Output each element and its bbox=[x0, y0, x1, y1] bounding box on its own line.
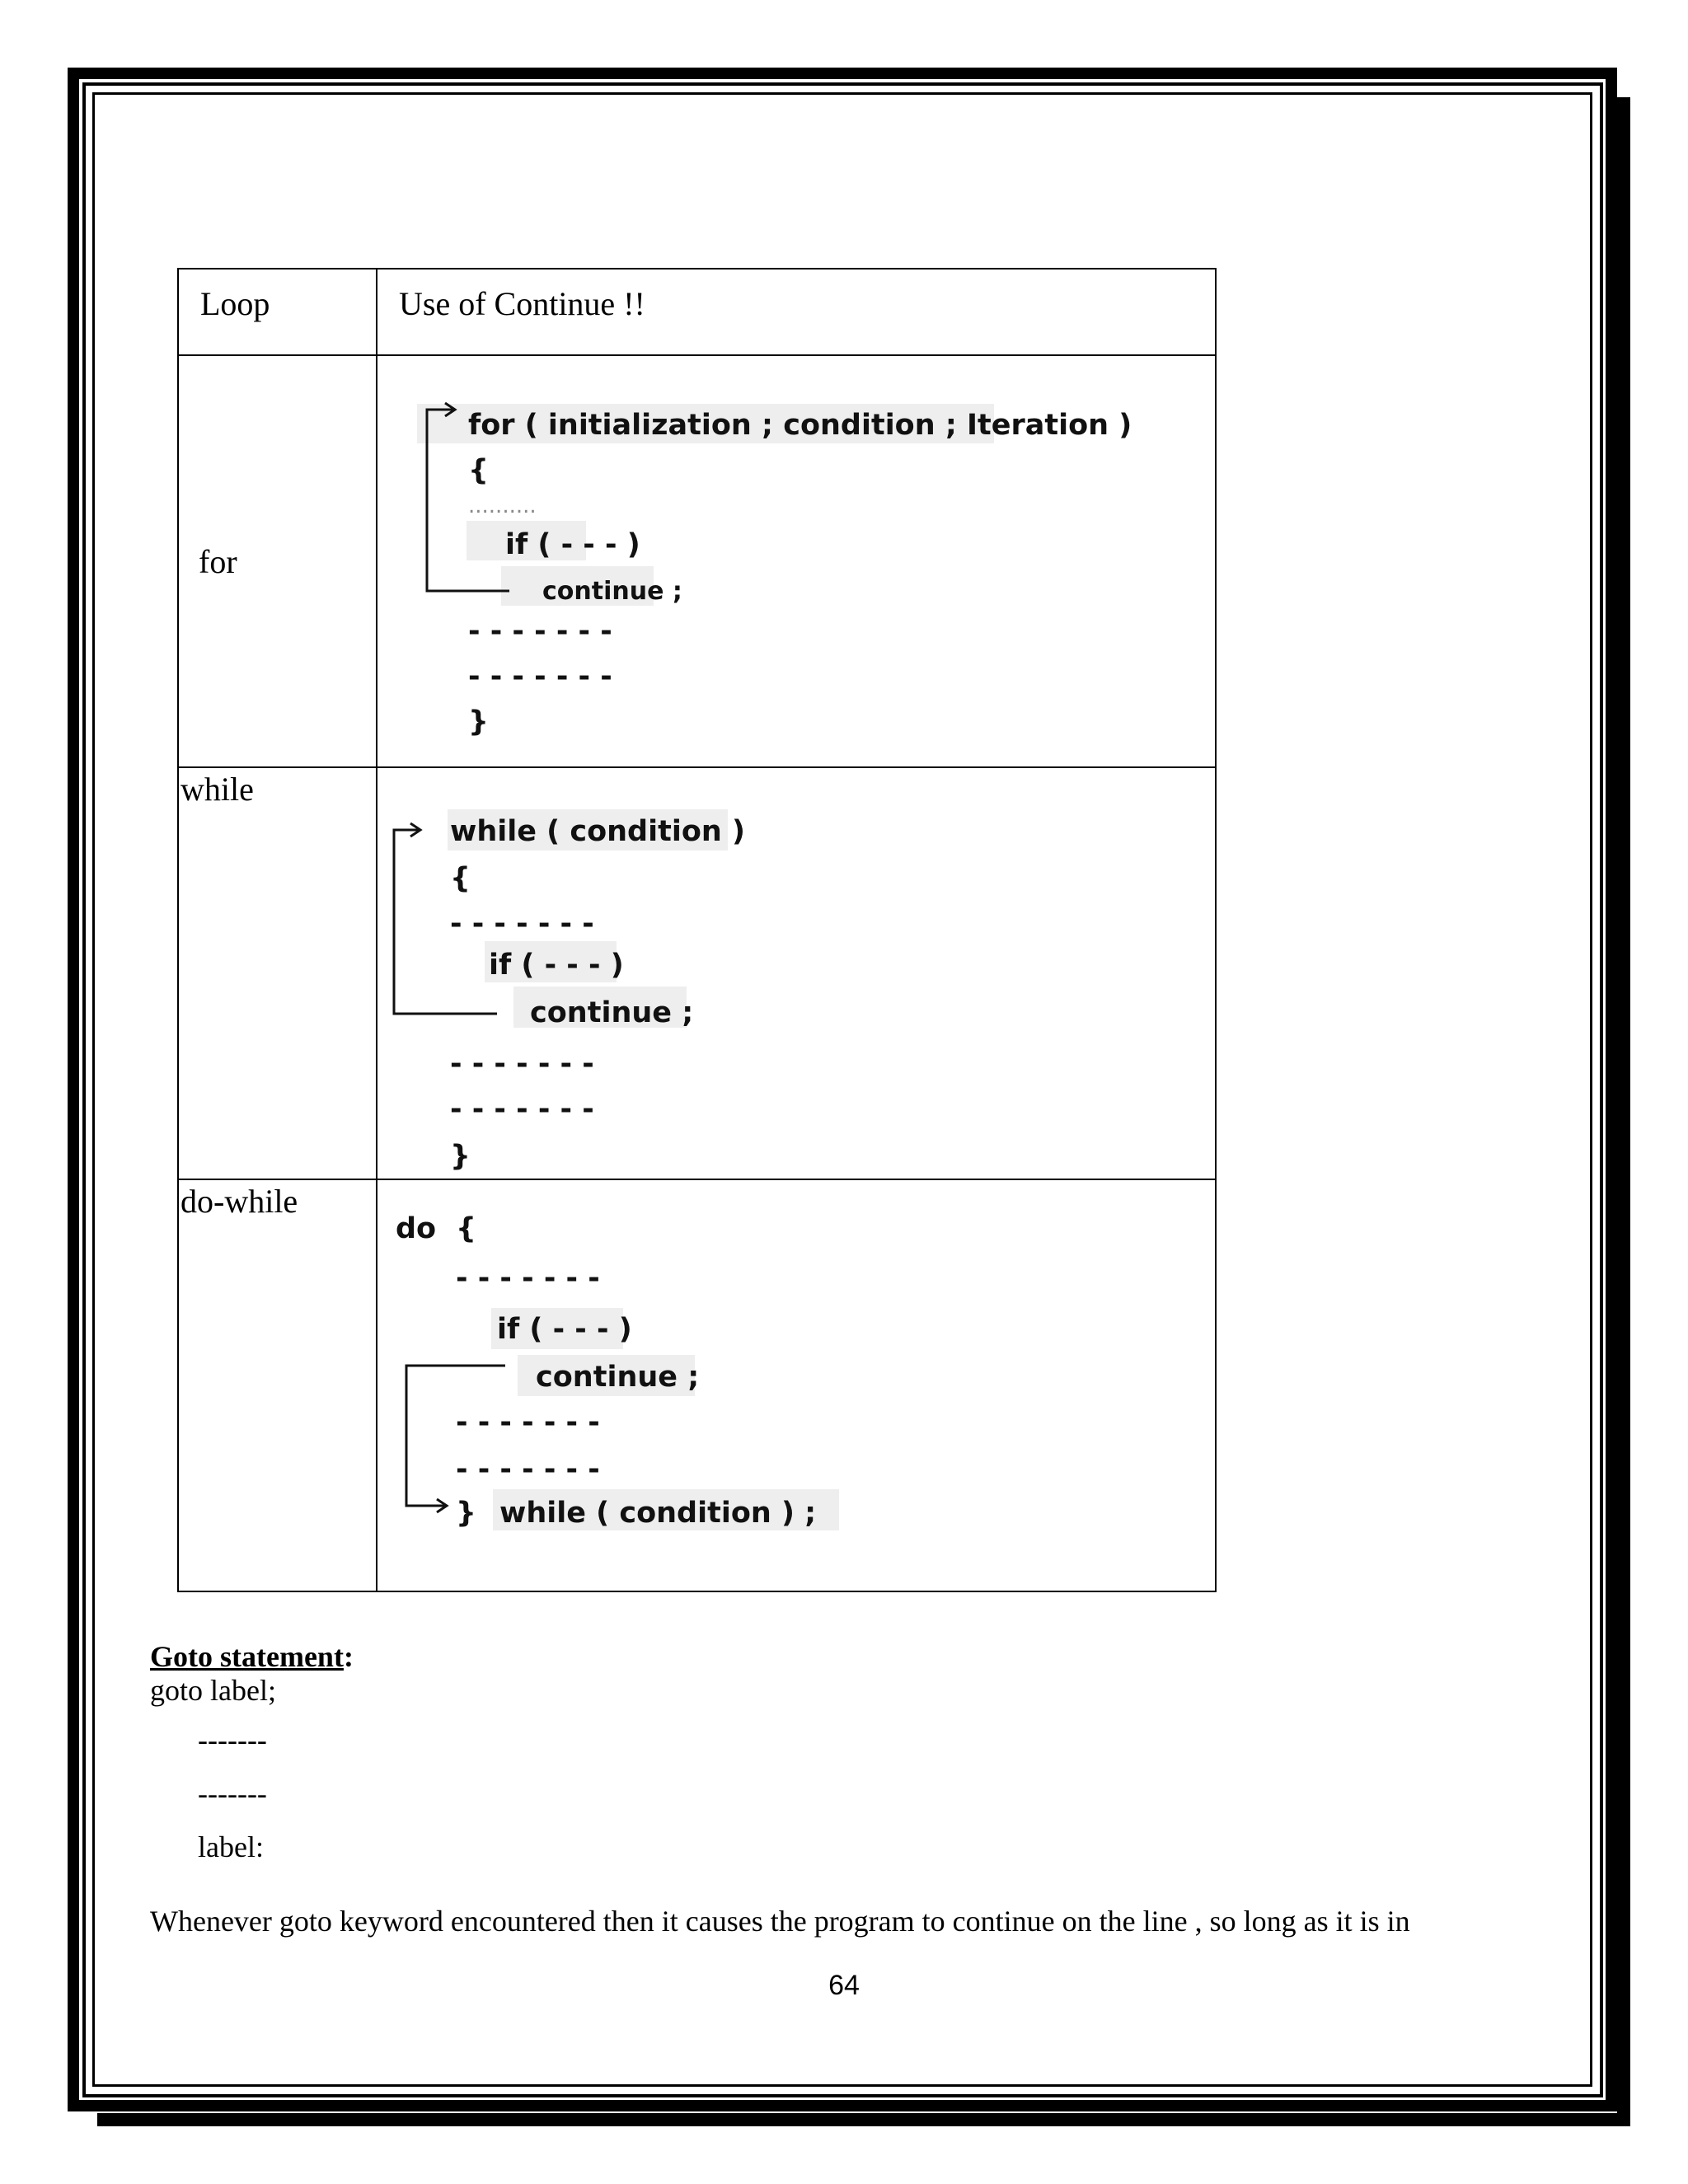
code-line: .......... bbox=[468, 494, 537, 518]
goto-placeholder-line: ------- bbox=[198, 1723, 267, 1756]
code-cell-do-while bbox=[377, 1179, 1216, 1591]
goto-heading: Goto statement bbox=[150, 1640, 344, 1673]
code-line: - - - - - - - bbox=[456, 1262, 600, 1295]
code-line: } bbox=[450, 1140, 471, 1173]
header-use-of-continue: Use of Continue !! bbox=[377, 269, 1216, 355]
for-continue-diagram bbox=[377, 356, 1193, 766]
table-header-row bbox=[178, 269, 1216, 355]
code-line: - - - - - - - bbox=[468, 615, 612, 648]
code-cell-for bbox=[377, 355, 1216, 767]
loop-continue-table bbox=[177, 268, 1217, 1592]
code-line: if ( - - - ) bbox=[497, 1313, 632, 1346]
table-row-while bbox=[178, 767, 1216, 1179]
header-loop: Loop bbox=[178, 269, 377, 355]
code-line: for ( initialization ; condition ; Iteration ) bbox=[468, 409, 1132, 442]
code-line: } bbox=[468, 705, 489, 738]
table-row-do-while bbox=[178, 1179, 1216, 1591]
code-line: } bbox=[456, 1497, 476, 1530]
code-line: while ( condition ) bbox=[450, 815, 745, 848]
loop-cell-for bbox=[178, 355, 377, 767]
code-line: - - - - - - - bbox=[456, 1453, 600, 1486]
do-while-continue-diagram bbox=[377, 1180, 1193, 1591]
goto-placeholder-line: ------- bbox=[198, 1777, 267, 1810]
code-line: - - - - - - - bbox=[450, 1093, 594, 1126]
page-number: 64 bbox=[828, 1970, 860, 2001]
loop-cell-do-while bbox=[178, 1179, 377, 1591]
goto-heading-colon: : bbox=[343, 1640, 354, 1673]
loop-label-for: for bbox=[199, 542, 237, 580]
code-line: if ( - - - ) bbox=[489, 949, 624, 982]
code-line: { bbox=[450, 862, 471, 895]
code-line: continue ; bbox=[536, 1361, 700, 1394]
loop-arrow bbox=[406, 1366, 505, 1512]
loop-label-while: while bbox=[181, 771, 254, 808]
code-line: continue ; bbox=[542, 577, 682, 606]
goto-syntax-line: goto label; bbox=[150, 1674, 276, 1708]
code-cell-while bbox=[377, 767, 1216, 1179]
goto-heading-block bbox=[150, 1640, 354, 1708]
goto-label-line: label: bbox=[198, 1830, 264, 1863]
table-row-for bbox=[178, 355, 1216, 767]
code-line: { bbox=[468, 454, 489, 487]
loop-cell-while bbox=[178, 767, 377, 1179]
code-line: - - - - - - - bbox=[468, 660, 612, 693]
code-line: if ( - - - ) bbox=[505, 528, 640, 561]
code-line: do bbox=[396, 1212, 437, 1245]
code-line: { bbox=[456, 1212, 476, 1245]
loop-label-do-while: do-while bbox=[181, 1183, 298, 1220]
code-line: continue ; bbox=[530, 996, 694, 1029]
code-line: - - - - - - - bbox=[456, 1406, 600, 1439]
code-line: - - - - - - - bbox=[450, 1047, 594, 1080]
goto-description: Whenever goto keyword encountered then it causes the program to continue on the line , so long as it is in bbox=[150, 1905, 1410, 1938]
code-line: - - - - - - - bbox=[450, 907, 594, 940]
while-continue-diagram bbox=[377, 768, 1193, 1179]
code-line: while ( condition ) ; bbox=[499, 1497, 817, 1530]
